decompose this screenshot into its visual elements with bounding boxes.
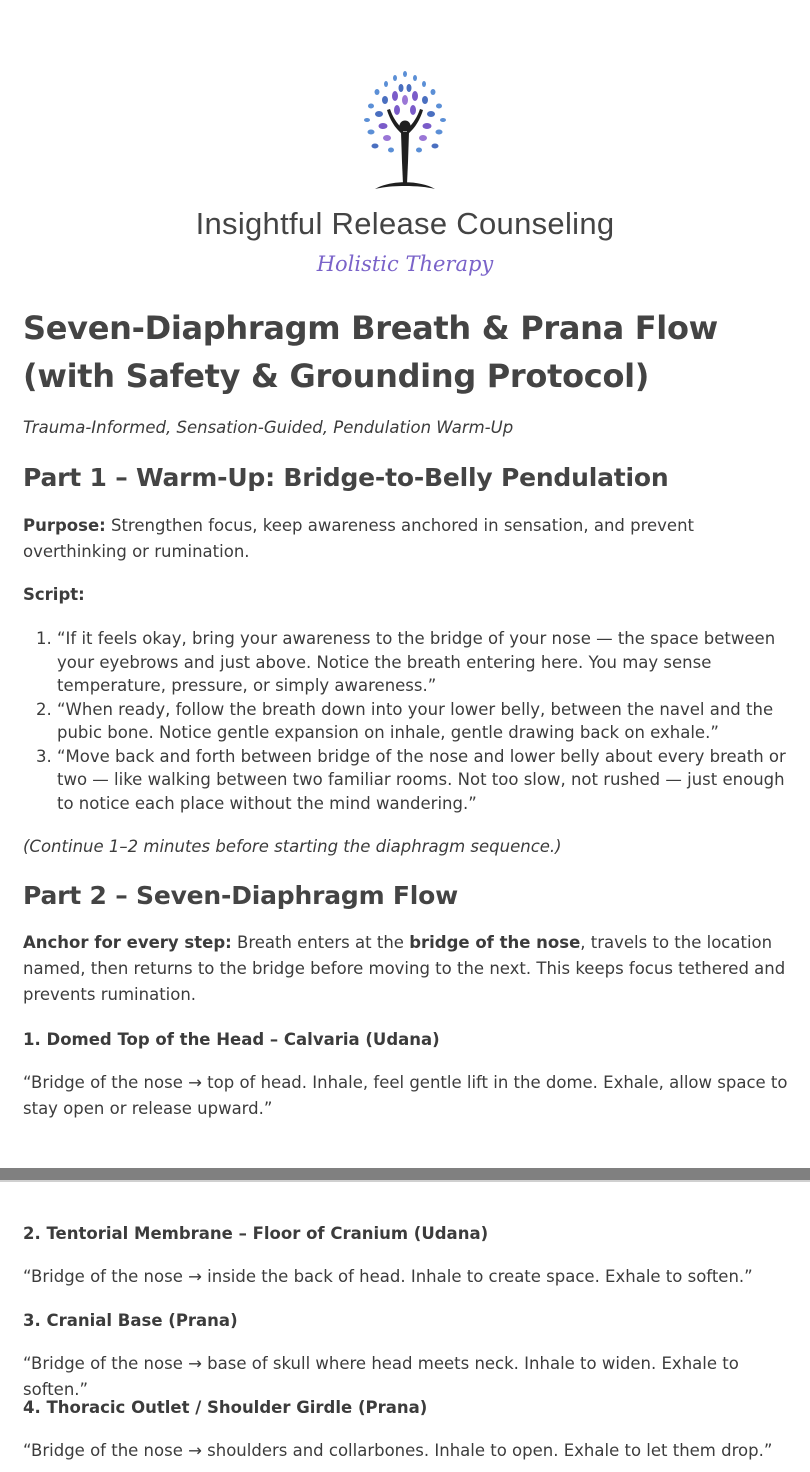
step-heading: 4. Thoracic Outlet / Shoulder Girdle (Prana) xyxy=(23,1398,428,1417)
step3-block xyxy=(23,1309,793,1333)
list-item: 3. “Move back and forth between bridge of the nose and lower belly about every breath or two — like walking between two familiar rooms. Not too slow, not rushed — just enough to notice each place without the mind wandering.” xyxy=(57,745,793,816)
document-title-block xyxy=(23,304,793,400)
tree-person-icon xyxy=(335,62,475,192)
purpose-paragraph xyxy=(23,513,793,565)
part1-section xyxy=(23,462,793,494)
part2-section xyxy=(23,880,793,912)
script-label-block xyxy=(23,582,793,608)
part2-heading: Part 2 – Seven-Diaphragm Flow xyxy=(23,881,459,910)
anchor-label: Anchor for every step: xyxy=(23,933,232,952)
document-subtitle: Trauma-Informed, Sensation-Guided, Pendulation Warm-Up xyxy=(23,418,514,437)
step4-text-block xyxy=(23,1438,793,1464)
subtitle-block xyxy=(23,415,793,441)
logo xyxy=(0,62,810,196)
step2-block xyxy=(23,1222,793,1246)
anchor-paragraph xyxy=(23,930,793,1008)
step-heading: 2. Tentorial Membrane – Floor of Cranium (Udana) xyxy=(23,1224,489,1243)
anchor-text-continued: , travels to the location named, then returns to the bridge before moving to the next. This keeps focus tethered and prevents rumination. xyxy=(23,933,786,1004)
page-divider xyxy=(0,1168,810,1182)
page-title: Seven-Diaphragm Breath & Prana Flow (with Safety & Grounding Protocol) xyxy=(23,309,718,395)
step-text: “Bridge of the nose → base of skull where head meets neck. Inhale to widen. Exhale to soften.” xyxy=(23,1354,739,1399)
step2-text-block xyxy=(23,1264,793,1290)
step-heading: 1. Domed Top of the Head – Calvaria (Udana) xyxy=(23,1030,440,1049)
continue-note-block xyxy=(23,834,793,860)
anchor-bold: bridge of the nose xyxy=(409,933,581,952)
brand-name: Insightful Release Counseling xyxy=(195,206,615,241)
step-heading: 3. Cranial Base (Prana) xyxy=(23,1311,238,1330)
script-list xyxy=(23,627,793,815)
list-item: 1. “If it feels okay, bring your awareness to the bridge of your nose — the space between your eyebrows and just above. Notice the breath entering here. You may sense temperature, pressure, or simply awareness.” xyxy=(57,627,793,698)
step-text: “Bridge of the nose → top of head. Inhale, feel gentle lift in the dome. Exhale, allow space to stay open or release upward.” xyxy=(23,1073,788,1118)
step1-block xyxy=(23,1028,793,1052)
part1-heading: Part 1 – Warm-Up: Bridge-to-Belly Pendulation xyxy=(23,463,669,492)
step4-block xyxy=(23,1396,793,1420)
purpose-label: Purpose: xyxy=(23,516,106,535)
document-page-2 xyxy=(0,1184,810,1472)
step-text: “Bridge of the nose → inside the back of head. Inhale to create space. Exhale to soften.” xyxy=(23,1267,753,1286)
purpose-text: Strengthen focus, keep awareness anchored in sensation, and prevent overthinking or rumination. xyxy=(23,516,695,561)
continue-note: (Continue 1–2 minutes before starting the diaphragm sequence.) xyxy=(23,837,562,856)
step-text: “Bridge of the nose → shoulders and collarbones. Inhale to open. Exhale to let them drop.” xyxy=(23,1441,773,1460)
script-label: Script: xyxy=(23,585,85,604)
list-item: 2. “When ready, follow the breath down into your lower belly, between the navel and the pubic bone. Notice gentle expansion on inhale, gentle drawing back on exhale.” xyxy=(57,698,793,745)
brand-tagline: Holistic Therapy xyxy=(316,252,494,276)
script-steps xyxy=(23,627,793,815)
anchor-text: Breath enters at the xyxy=(231,933,410,952)
step1-text-block xyxy=(23,1070,793,1122)
